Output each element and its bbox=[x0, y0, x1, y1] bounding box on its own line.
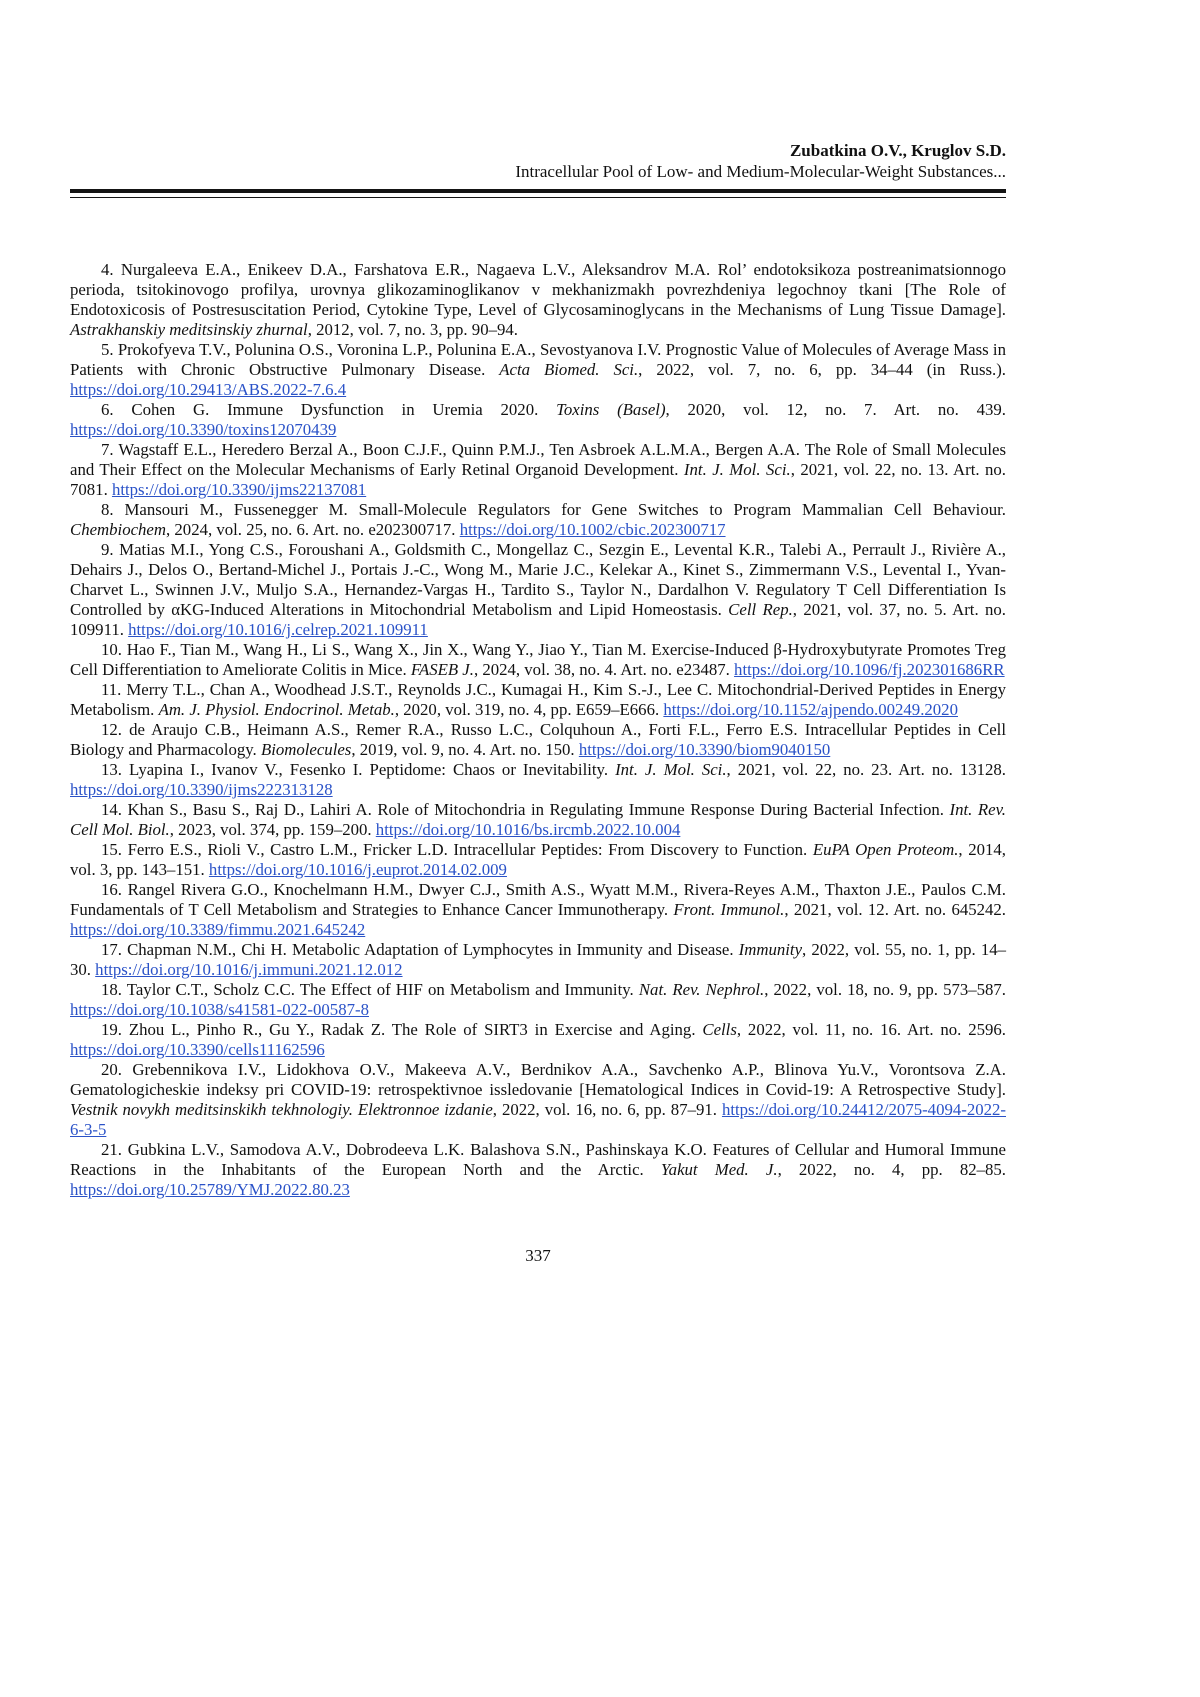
reference-item bbox=[70, 540, 1006, 640]
journal-name: Acta Biomed. Sci. bbox=[499, 360, 639, 379]
reference-text: 11. Merry T.L., Chan A., Woodhead J.S.T., Reynolds J.C., Kumagai H., Kim S.-J., Lee C. Mitochondrial-Derived Peptides in Energy Metabolism. bbox=[70, 680, 1006, 719]
reference-text: 9. Matias M.I., Yong C.S., Foroushani A., Goldsmith C., Mongellaz C., Sezgin E., Levental K.R., Talebi A., Perrault J., Rivière A., Dehairs J., Delos O., Bertand-Michel J., Portais J.-C., Wong M., Marie J.C., Kelekar A., Kinet S., Zimmermann V.S., Levental I., Yvan-Charvet L., Swinnen J.V., Muljo S.A., Hernandez-Vargas H., Tardito S., Taylor N., Dardalhon V. Regulatory T Cell Differentiation Is Controlled by αKG-Induced Alterations in Mitochondrial Metabolism and Lipid Homeostasis. bbox=[70, 540, 1006, 619]
reference-text: 18. Taylor C.T., Scholz C.C. The Effect of HIF on Metabolism and Immunity. bbox=[101, 980, 639, 999]
journal-name: Immunity bbox=[738, 940, 803, 959]
doi-link[interactable]: https://doi.org/10.29413/ABS.2022-7.6.4 bbox=[70, 380, 347, 399]
reference-text: , 2024, vol. 38, no. 4. Art. no. e23487. bbox=[473, 660, 735, 679]
doi-link[interactable]: https://doi.org/10.1152/ajpendo.00249.2020 bbox=[663, 700, 958, 719]
doi-link[interactable]: https://doi.org/10.24412/2075-4094-2022-6-3-5 bbox=[70, 1100, 1006, 1139]
reference-text: 16. Rangel Rivera G.O., Knochelmann H.M., Dwyer C.J., Smith A.S., Wyatt M.M., Rivera-Reyes A.M., Thaxton J.E., Paulos C.M. Fundamentals of T Cell Metabolism and Strategies to Enhance Cancer Immunotherapy. bbox=[70, 880, 1006, 919]
page-number: 337 bbox=[525, 1246, 551, 1265]
doi-link[interactable]: https://doi.org/10.1096/fj.202301686RR bbox=[734, 660, 1005, 679]
journal-name: Vestnik novykh meditsinskikh tekhnologiy. Elektronnoe izdanie bbox=[70, 1100, 493, 1119]
reference-item bbox=[70, 640, 1006, 680]
reference-text: , 2022, vol. 11, no. 16. Art. no. 2596. bbox=[736, 1020, 1006, 1039]
journal-name: Chembiochem bbox=[70, 520, 167, 539]
journal-name: Int. J. Mol. Sci. bbox=[615, 760, 727, 779]
reference-item bbox=[70, 760, 1006, 800]
journal-name: Toxins (Basel) bbox=[556, 400, 666, 419]
reference-text: , 2021, vol. 22, no. 23. Art. no. 13128. bbox=[726, 760, 1006, 779]
reference-item bbox=[70, 440, 1006, 500]
header-authors: Zubatkina O.V., Kruglov S.D. bbox=[789, 141, 1006, 160]
reference-text: 13. Lyapina I., Ivanov V., Fesenko I. Peptidome: Chaos or Inevitability. bbox=[101, 760, 616, 779]
reference-item bbox=[70, 680, 1006, 720]
reference-text: , 2021, vol. 37, no. 5. Art. no. 109911. bbox=[70, 600, 1006, 639]
doi-link[interactable]: https://doi.org/10.3390/cells11162596 bbox=[70, 1040, 325, 1059]
reference-item bbox=[70, 260, 1006, 340]
reference-text: 6. Cohen G. Immune Dysfunction in Uremia 2020. bbox=[101, 400, 557, 419]
doi-link[interactable]: https://doi.org/10.1016/j.immuni.2021.12.012 bbox=[95, 960, 403, 979]
reference-item bbox=[70, 880, 1006, 940]
reference-text: , 2014, vol. 3, pp. 143–151. bbox=[70, 840, 1006, 879]
reference-text: 15. Ferro E.S., Rioli V., Castro L.M., Fricker L.D. Intracellular Peptides: From Discovery to Function. bbox=[101, 840, 813, 859]
journal-name: Int. Rev. Cell Mol. Biol. bbox=[70, 800, 1006, 839]
reference-list bbox=[70, 260, 1006, 1200]
reference-text: 14. Khan S., Basu S., Raj D., Lahiri A. Role of Mitochondria in Regulating Immune Response During Bacterial Infection. bbox=[101, 800, 950, 819]
reference-item bbox=[70, 800, 1006, 840]
journal-name: Yakut Med. J. bbox=[660, 1160, 778, 1179]
header-running-title: Intracellular Pool of Low- and Medium-Molecular-Weight Substances... bbox=[515, 162, 1006, 181]
journal-name: FASEB J. bbox=[410, 660, 474, 679]
reference-item bbox=[70, 400, 1006, 440]
reference-item bbox=[70, 840, 1006, 880]
reference-text: , 2020, vol. 12, no. 7. Art. no. 439. bbox=[665, 400, 1006, 419]
doi-link[interactable]: https://doi.org/10.1016/bs.ircmb.2022.10.004 bbox=[375, 820, 681, 839]
doi-link[interactable]: https://doi.org/10.1016/j.celrep.2021.109911 bbox=[128, 620, 428, 639]
reference-text: 21. Gubkina L.V., Samodova A.V., Dobrodeeva L.K. Balashova S.N., Pashinskaya K.O. Features of Cellular and Humoral Immune Reactions in the Inhabitants of the European North and the Arctic. bbox=[70, 1140, 1006, 1179]
reference-item bbox=[70, 500, 1006, 540]
reference-text: , 2023, vol. 374, pp. 159–200. bbox=[169, 820, 376, 839]
reference-text: 12. de Araujo C.B., Heimann A.S., Remer R.A., Russo L.C., Colquhoun A., Forti F.L., Ferro E.S. Intracellular Peptides in Cell Biology and Pharmacology. bbox=[70, 720, 1006, 759]
journal-name: Cells bbox=[702, 1020, 737, 1039]
reference-text: , 2022, vol. 7, no. 6, pp. 34–44 (in Russ.). bbox=[638, 360, 1006, 379]
reference-text: , 2024, vol. 25, no. 6. Art. no. e202300717. bbox=[166, 520, 460, 539]
doi-link[interactable]: https://doi.org/10.1038/s41581-022-00587-8 bbox=[70, 1000, 369, 1019]
reference-text: , 2022, vol. 16, no. 6, pp. 87–91. bbox=[492, 1100, 722, 1119]
journal-name: Int. J. Mol. Sci. bbox=[683, 460, 791, 479]
journal-name: Nat. Rev. Nephrol. bbox=[638, 980, 765, 999]
reference-text: 17. Chapman N.M., Chi H. Metabolic Adaptation of Lymphocytes in Immunity and Disease. bbox=[101, 940, 739, 959]
header-rule bbox=[70, 189, 1006, 198]
reference-item bbox=[70, 1140, 1006, 1200]
journal-name: Biomolecules bbox=[260, 740, 352, 759]
doi-link[interactable]: https://doi.org/10.25789/YMJ.2022.80.23 bbox=[70, 1180, 350, 1199]
reference-text: 10. Hao F., Tian M., Wang H., Li S., Wang X., Jin X., Wang Y., Jiao Y., Tian M. Exercise-Induced β-Hydroxybutyrate Promotes Treg Cell Differentiation to Ameliorate Colitis in Mice. bbox=[70, 640, 1006, 679]
reference-text: 8. Mansouri M., Fussenegger M. Small-Molecule Regulators for Gene Switches to Program Mammalian Cell Behaviour. bbox=[101, 500, 1006, 519]
journal-name: Front. Immunol. bbox=[673, 900, 785, 919]
reference-text: , 2021, vol. 12. Art. no. 645242. bbox=[784, 900, 1006, 919]
reference-item bbox=[70, 720, 1006, 760]
reference-text: , 2022, vol. 55, no. 1, pp. 14–30. bbox=[70, 940, 1006, 979]
reference-text: 5. Prokofyeva T.V., Polunina O.S., Voronina L.P., Polunina E.A., Sevostyanova I.V. Prognostic Value of Molecules of Average Mass in Patients with Chronic Obstructive Pulmonary Disease. bbox=[70, 340, 1006, 379]
doi-link[interactable]: https://doi.org/10.3390/biom9040150 bbox=[578, 740, 831, 759]
journal-name: Cell Rep. bbox=[728, 600, 793, 619]
doi-link[interactable]: https://doi.org/10.3390/ijms222313128 bbox=[70, 780, 333, 799]
reference-item bbox=[70, 940, 1006, 980]
journal-name: Am. J. Physiol. Endocrinol. Metab. bbox=[158, 700, 395, 719]
reference-text: , 2022, vol. 18, no. 9, pp. 573–587. bbox=[764, 980, 1007, 999]
reference-item bbox=[70, 980, 1006, 1020]
reference-text: , 2021, vol. 22, no. 13. Art. no. 7081. bbox=[70, 460, 1006, 499]
reference-text: 20. Grebennikova I.V., Lidokhova O.V., Makeeva A.V., Berdnikov A.A., Savchenko A.P., Blinova Yu.V., Vorontsova Z.A. Gematologicheskie indeksy pri COVID-19: retrospektivnoe issledovanie [Hematological Indices in Covid-19: A Retrospective Study]. bbox=[70, 1060, 1006, 1099]
reference-text: , 2019, vol. 9, no. 4. Art. no. 150. bbox=[351, 740, 579, 759]
reference-text: 19. Zhou L., Pinho R., Gu Y., Radak Z. The Role of SIRT3 in Exercise and Aging. bbox=[101, 1020, 703, 1039]
reference-text: 7. Wagstaff E.L., Heredero Berzal A., Boon C.J.F., Quinn P.M.J., Ten Asbroek A.L.M.A., Bergen A.A. The Role of Small Molecules and Their Effect on the Molecular Mechanisms of Early Retinal Organoid Development. bbox=[70, 440, 1006, 479]
reference-item bbox=[70, 1020, 1006, 1060]
doi-link[interactable]: https://doi.org/10.3390/ijms22137081 bbox=[111, 480, 367, 499]
doi-link[interactable]: https://doi.org/10.3390/toxins12070439 bbox=[70, 420, 337, 439]
reference-text: 4. Nurgaleeva E.A., Enikeev D.A., Farshatova E.R., Nagaeva L.V., Aleksandrov M.A. Rol’ endotoksikoza postreanimatsionnogo perioda, tsitokinovogo profilya, urovnya glikozaminoglikanov v mekhanizmakh povrezhdeniya legochnoy tkani [The Role of Endotoxicosis of Postresuscitation Period, Cytokine Type, Level of Glycosaminoglycans in the Mechanisms of Lung Tissue Damage]. bbox=[70, 260, 1006, 319]
doi-link[interactable]: https://doi.org/10.1002/cbic.202300717 bbox=[459, 520, 726, 539]
journal-name: EuPA Open Proteom. bbox=[812, 840, 959, 859]
reference-item bbox=[70, 340, 1006, 400]
doi-link[interactable]: https://doi.org/10.3389/fimmu.2021.645242 bbox=[70, 920, 366, 939]
reference-item bbox=[70, 1060, 1006, 1140]
journal-name: Astrakhanskiy meditsinskiy zhurnal bbox=[70, 320, 308, 339]
reference-text: , 2012, vol. 7, no. 3, pp. 90–94. bbox=[307, 320, 518, 339]
doi-link[interactable]: https://doi.org/10.1016/j.euprot.2014.02.009 bbox=[208, 860, 507, 879]
page-header bbox=[70, 0, 1006, 182]
reference-text: , 2020, vol. 319, no. 4, pp. E659–E666. bbox=[394, 700, 664, 719]
reference-text: , 2022, no. 4, pp. 82–85. bbox=[777, 1160, 1006, 1179]
page-content bbox=[70, 0, 1006, 1266]
